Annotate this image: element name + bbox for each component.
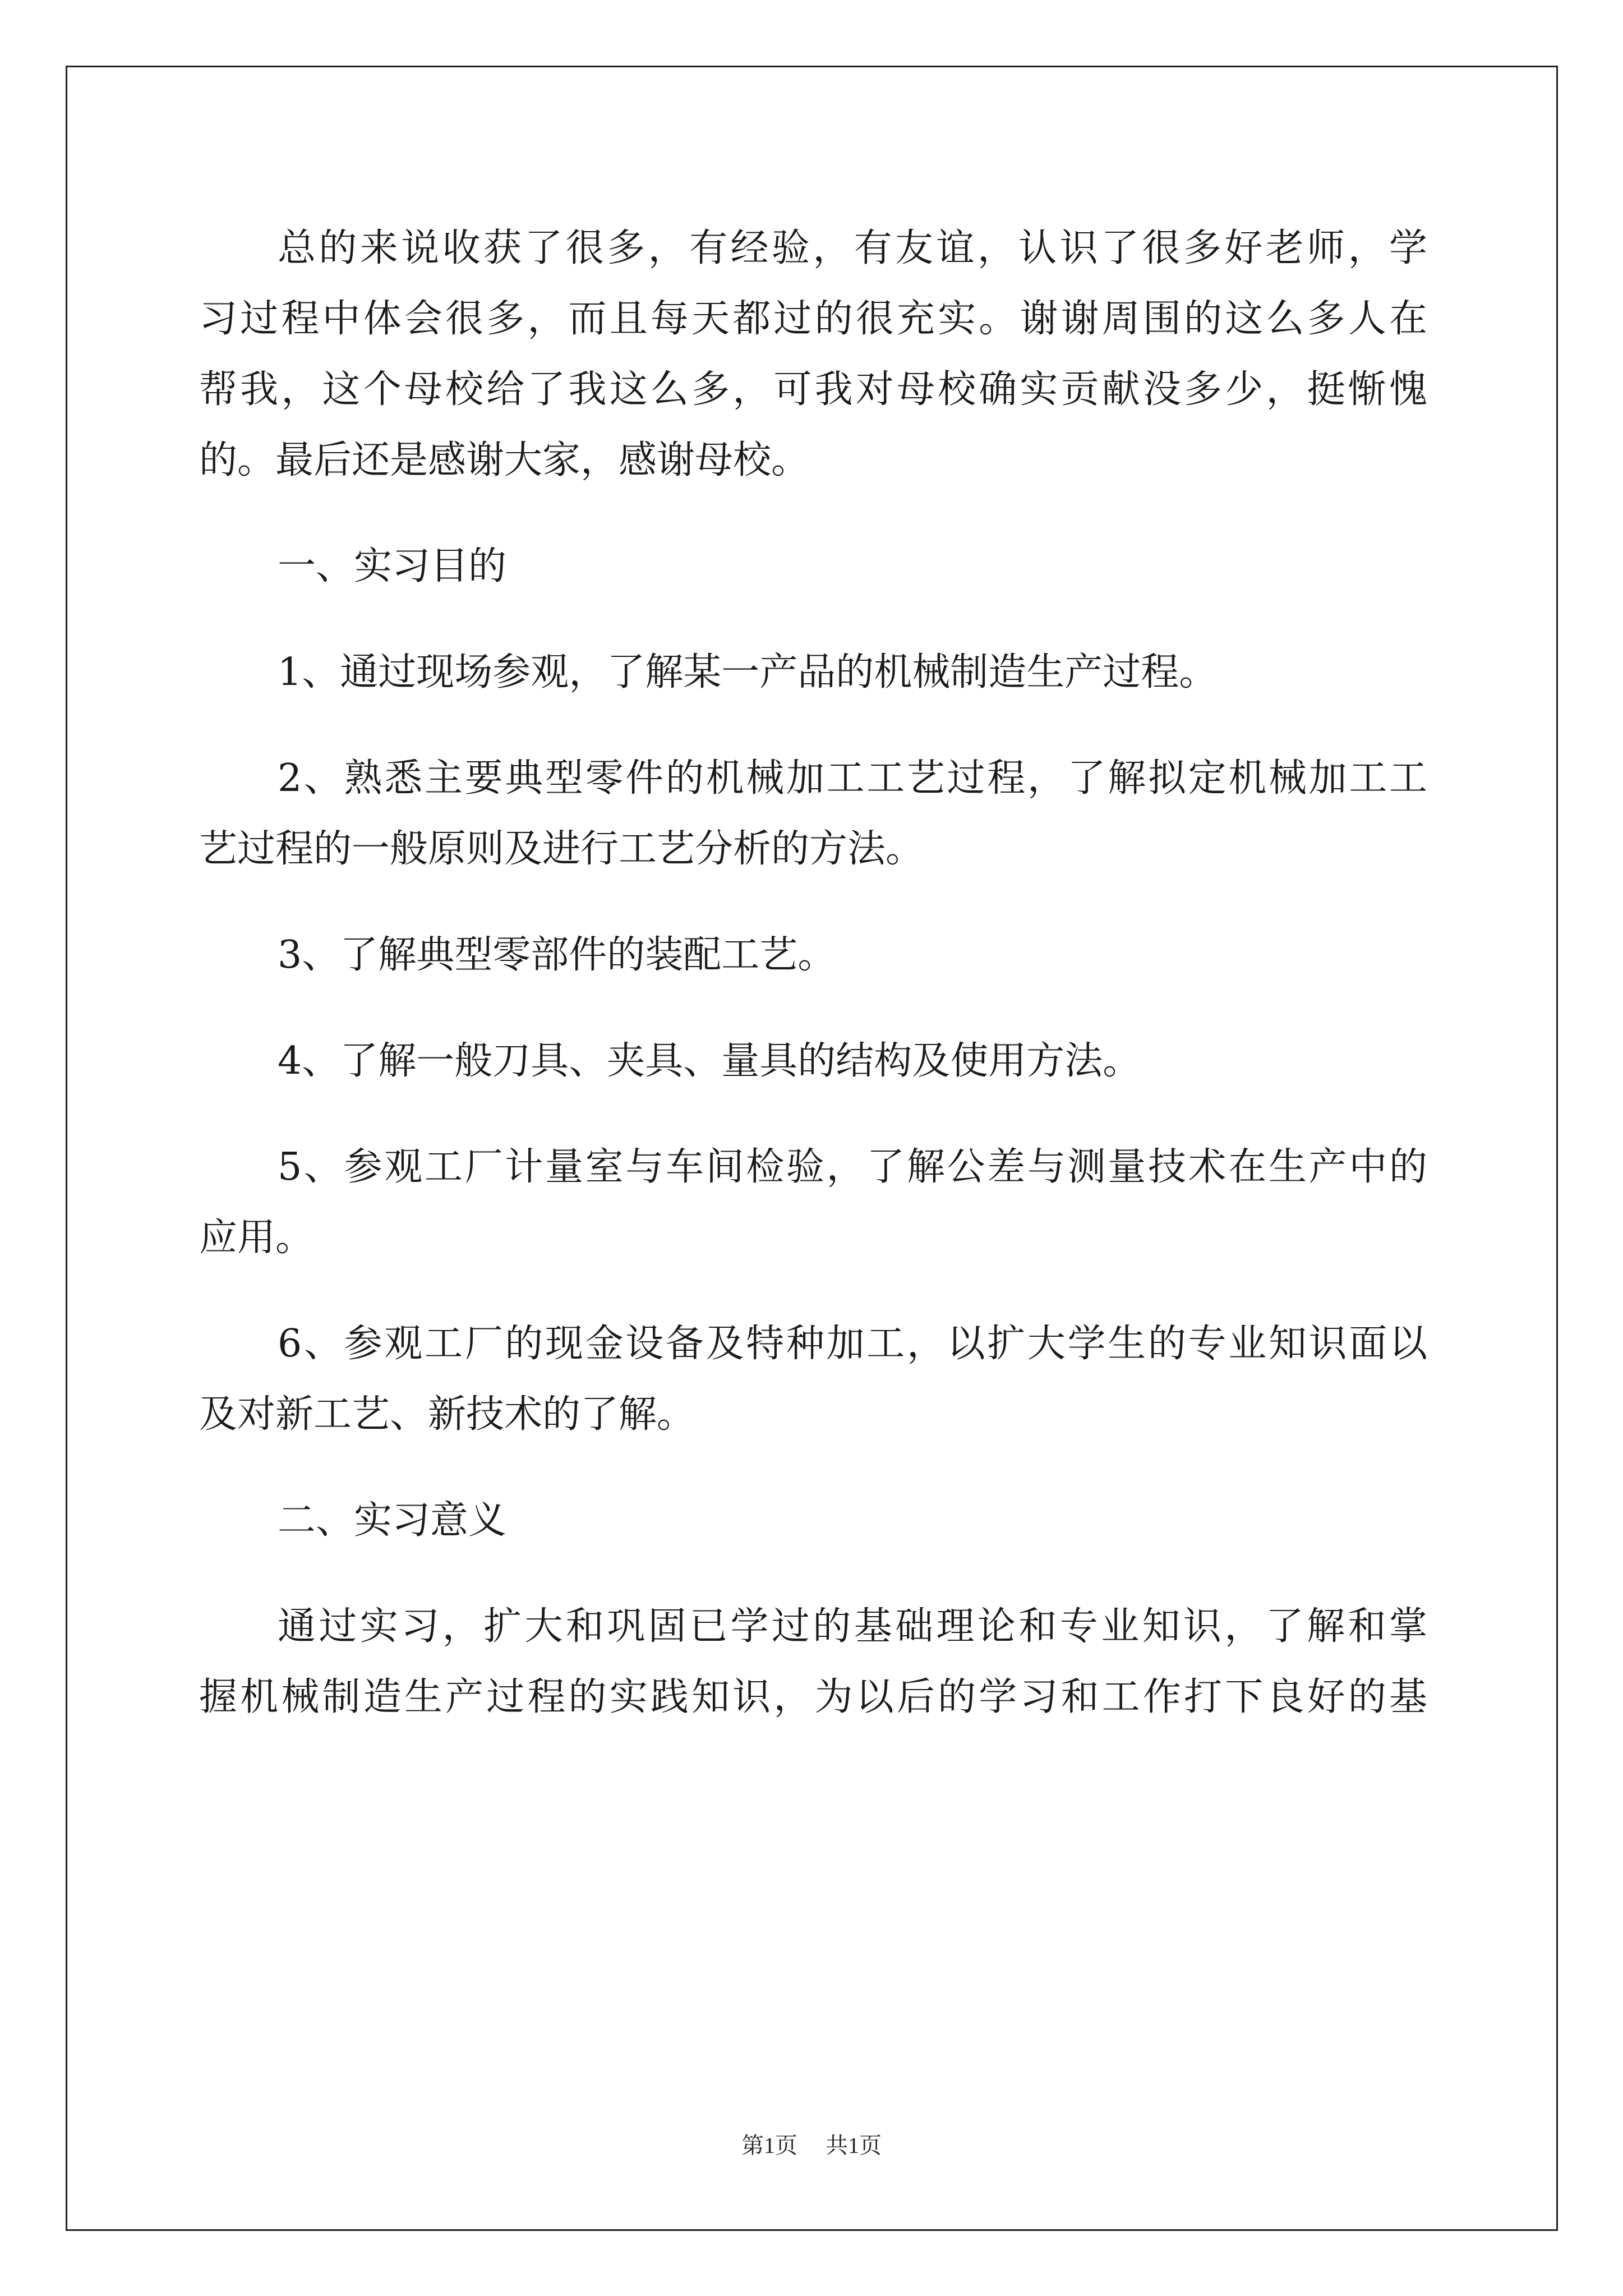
text-line: 1、通过现场参观，了解某一产品的机械制造生产过程。 xyxy=(278,650,1218,694)
text-line: 艺过程的一般原则及进行工艺分析的方法。 xyxy=(199,827,924,871)
text-line: 通过实习，扩大和巩固已学过的基础理论和专业知识，了解和掌 xyxy=(278,1604,1427,1649)
text-line: 5、参观工厂计量室与车间检验，了解公差与测量技术在生产中的 xyxy=(278,1145,1427,1189)
text-line: 帮我，这个母校给了我这么多，可我对母校确实贡献没多少，挺惭愧 xyxy=(199,367,1427,412)
text-line: 4、了解一般刀具、夹具、量具的结构及使用方法。 xyxy=(278,1039,1141,1083)
purpose-item-2 xyxy=(199,743,1427,885)
text-line: 6、参观工厂的现金设备及特种加工，以扩大学生的专业知识面以 xyxy=(278,1322,1427,1366)
purpose-item-3 xyxy=(199,920,1427,991)
document-body xyxy=(199,213,1427,1768)
section-heading: 二、实习意义 xyxy=(278,1498,507,1543)
purpose-item-4 xyxy=(199,1026,1427,1097)
heading-internship-purpose xyxy=(199,531,1427,602)
page-total: 共1页 xyxy=(826,2133,882,2158)
section-heading: 一、实习目的 xyxy=(278,544,507,588)
purpose-item-5 xyxy=(199,1132,1427,1273)
page-number: 第1页 xyxy=(741,2133,797,2158)
heading-internship-significance xyxy=(199,1485,1427,1556)
text-line: 3、了解典型零部件的装配工艺。 xyxy=(278,933,836,977)
text-line: 总的来说收获了很多，有经验，有友谊，认识了很多好老师，学 xyxy=(278,226,1427,270)
purpose-item-6 xyxy=(199,1309,1427,1450)
paragraph-significance xyxy=(199,1591,1427,1733)
text-line: 及对新工艺、新技术的了解。 xyxy=(199,1392,695,1437)
text-line: 的。最后还是感谢大家，感谢母校。 xyxy=(199,438,810,482)
paragraph-summary xyxy=(199,213,1427,496)
purpose-item-1 xyxy=(199,637,1427,708)
page-footer xyxy=(0,2129,1623,2162)
text-line: 应用。 xyxy=(199,1216,314,1260)
text-line: 习过程中体会很多，而且每天都过的很充实。谢谢周围的这么多人在 xyxy=(199,297,1427,341)
text-line: 2、熟悉主要典型零件的机械加工工艺过程，了解拟定机械加工工 xyxy=(278,756,1427,800)
text-line: 握机械制造生产过程的实践知识，为以后的学习和工作打下良好的基 xyxy=(199,1675,1427,1719)
